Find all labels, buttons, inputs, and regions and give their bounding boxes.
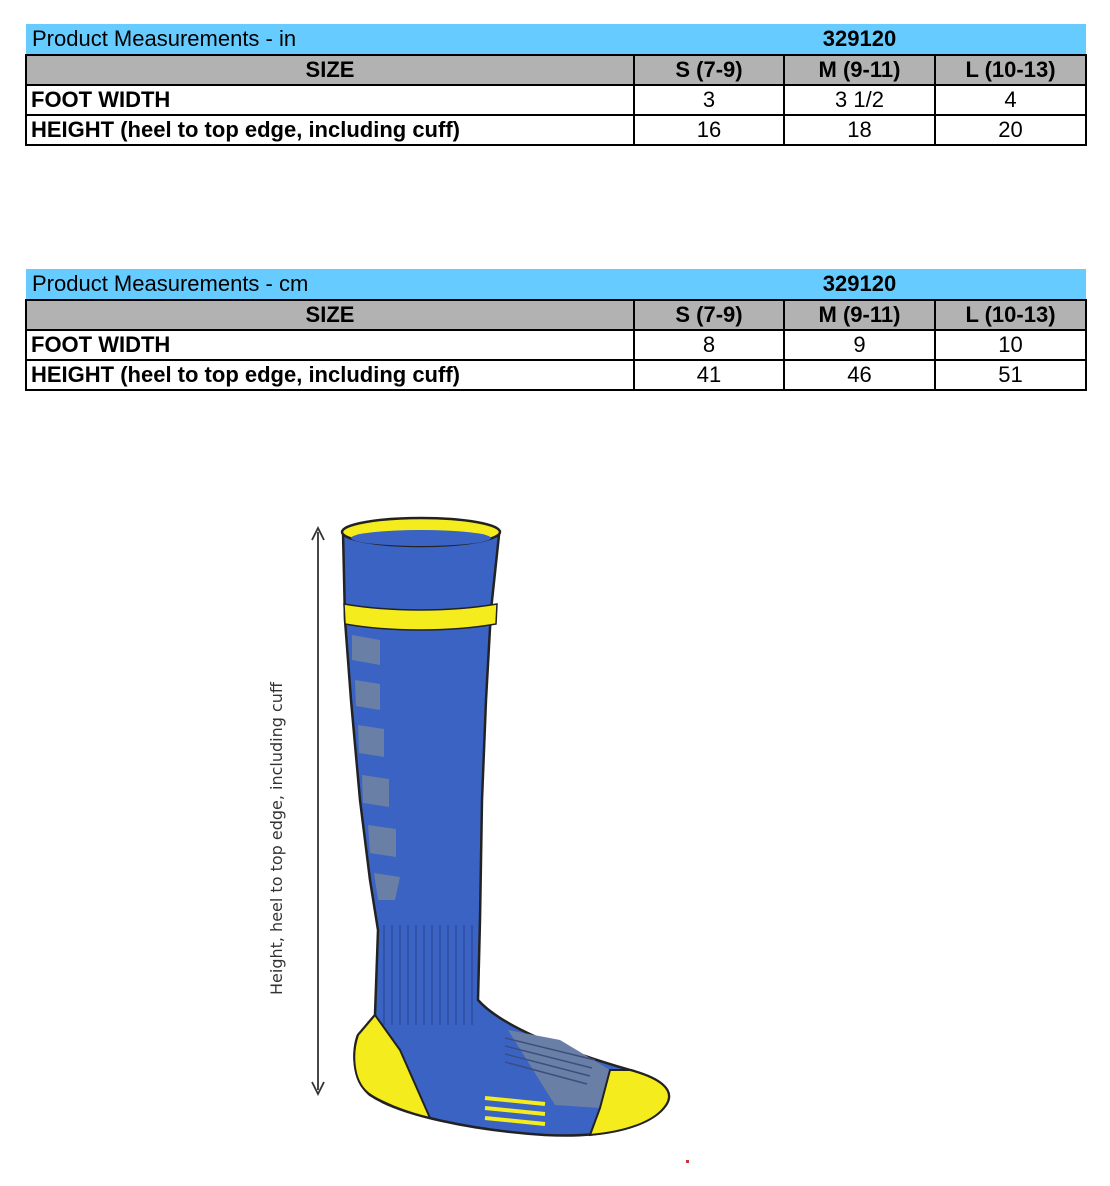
table-cell: 3 bbox=[634, 85, 784, 115]
row-label: FOOT WIDTH bbox=[26, 330, 634, 360]
table-cell: 9 bbox=[784, 330, 935, 360]
table-title: Product Measurements - cm bbox=[26, 269, 634, 300]
table-cell: 20 bbox=[935, 115, 1086, 145]
row-label: FOOT WIDTH bbox=[26, 85, 634, 115]
size-header: SIZE bbox=[26, 55, 634, 85]
size-column-large: L (10-13) bbox=[935, 55, 1086, 85]
product-code: 329120 bbox=[784, 269, 935, 300]
row-label: HEIGHT (heel to top edge, including cuff) bbox=[26, 115, 634, 145]
size-column-small: S (7-9) bbox=[634, 55, 784, 85]
table-row bbox=[26, 85, 1086, 115]
table-title: Product Measurements - in bbox=[26, 24, 634, 55]
stray-mark bbox=[686, 1160, 689, 1163]
table-cell: 3 1/2 bbox=[784, 85, 935, 115]
height-measure-label: Height, heel to top edge, including cuff bbox=[267, 682, 286, 995]
table-cell: 46 bbox=[784, 360, 935, 390]
table-row bbox=[26, 330, 1086, 360]
measurements-table-inches bbox=[25, 24, 1087, 146]
table-header-row bbox=[26, 55, 1086, 85]
size-column-medium: M (9-11) bbox=[784, 300, 935, 330]
table-row bbox=[26, 115, 1086, 145]
table-cell: 51 bbox=[935, 360, 1086, 390]
table-cell: 10 bbox=[935, 330, 1086, 360]
sock-illustration bbox=[250, 500, 700, 1170]
table-header-row bbox=[26, 300, 1086, 330]
table-cell: 41 bbox=[634, 360, 784, 390]
table-row bbox=[26, 360, 1086, 390]
table-cell: 18 bbox=[784, 115, 935, 145]
table-cell: 16 bbox=[634, 115, 784, 145]
measurements-table-centimeters bbox=[25, 269, 1087, 391]
size-column-large: L (10-13) bbox=[935, 300, 1086, 330]
size-column-medium: M (9-11) bbox=[784, 55, 935, 85]
row-label: HEIGHT (heel to top edge, including cuff) bbox=[26, 360, 634, 390]
table-title-row bbox=[26, 24, 1086, 55]
size-header: SIZE bbox=[26, 300, 634, 330]
size-column-small: S (7-9) bbox=[634, 300, 784, 330]
table-cell: 4 bbox=[935, 85, 1086, 115]
table-title-row bbox=[26, 269, 1086, 300]
table-cell: 8 bbox=[634, 330, 784, 360]
height-measure-arrow bbox=[312, 528, 324, 1094]
product-code: 329120 bbox=[784, 24, 935, 55]
